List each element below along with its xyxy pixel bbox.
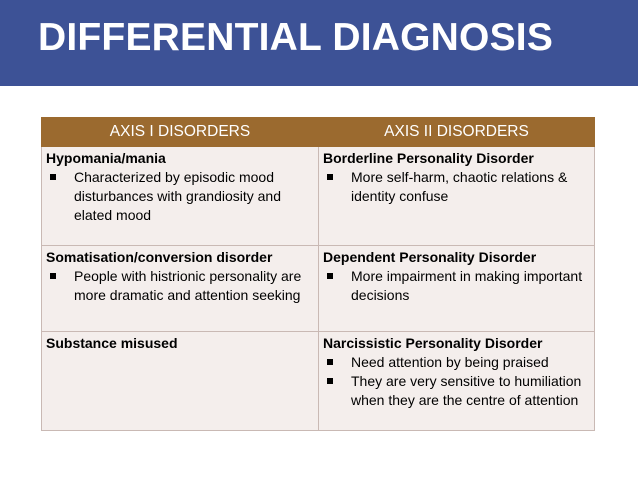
bullet-list bbox=[46, 267, 314, 305]
bullet-text: More self-harm, chaotic relations & identity confuse bbox=[351, 169, 568, 204]
table-cell bbox=[42, 332, 319, 431]
slide-title: DIFFERENTIAL DIAGNOSIS bbox=[38, 16, 554, 59]
cell-heading: Narcissistic Personality Disorder bbox=[323, 335, 543, 351]
differential-diagnosis-table bbox=[41, 117, 595, 431]
bullet-list bbox=[323, 168, 590, 206]
list-item bbox=[323, 372, 590, 410]
list-item bbox=[323, 168, 590, 206]
table-cell bbox=[42, 246, 319, 332]
square-bullet-icon bbox=[327, 378, 333, 384]
table-row bbox=[42, 246, 595, 332]
square-bullet-icon bbox=[327, 273, 333, 279]
square-bullet-icon bbox=[327, 359, 333, 365]
list-item bbox=[46, 168, 314, 225]
list-item bbox=[46, 267, 314, 305]
title-bar bbox=[0, 0, 638, 86]
table-cell bbox=[319, 147, 595, 246]
table-cell bbox=[319, 246, 595, 332]
bullet-text: They are very sensitive to humiliation when they are the centre of attention bbox=[351, 373, 582, 408]
table-row bbox=[42, 147, 595, 246]
cell-heading: Dependent Personality Disorder bbox=[323, 249, 537, 265]
bullet-text: Need attention by being praised bbox=[351, 354, 549, 370]
bullet-list bbox=[46, 168, 314, 225]
bullet-list bbox=[323, 353, 590, 410]
square-bullet-icon bbox=[50, 174, 56, 180]
bullet-text: People with histrionic personality are more dramatic and attention seeking bbox=[74, 268, 302, 303]
column-header-axis-2: AXIS II DISORDERS bbox=[319, 118, 595, 147]
bullet-text: Characterized by episodic mood disturbances with grandiosity and elated mood bbox=[74, 169, 282, 223]
cell-heading: Borderline Personality Disorder bbox=[323, 150, 534, 166]
table-cell bbox=[42, 147, 319, 246]
table-header-row bbox=[42, 118, 595, 147]
square-bullet-icon bbox=[327, 174, 333, 180]
cell-heading: Hypomania/mania bbox=[46, 150, 166, 166]
column-header-axis-1: AXIS I DISORDERS bbox=[42, 118, 319, 147]
cell-heading: Somatisation/conversion disorder bbox=[46, 249, 273, 265]
table-row bbox=[42, 332, 595, 431]
list-item bbox=[323, 267, 590, 305]
list-item bbox=[323, 353, 590, 372]
square-bullet-icon bbox=[50, 273, 56, 279]
table-cell bbox=[319, 332, 595, 431]
bullet-list bbox=[323, 267, 590, 305]
bullet-text: More impairment in making important decisions bbox=[351, 268, 583, 303]
cell-heading: Substance misused bbox=[46, 335, 178, 351]
